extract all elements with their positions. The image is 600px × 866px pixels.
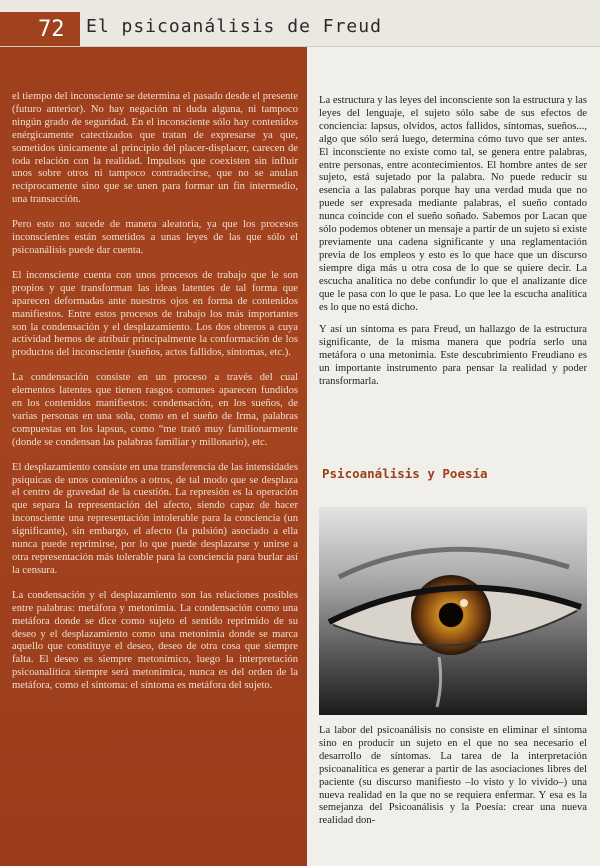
right-paragraph: La estructura y las leyes del inconsciente son la estructura y las leyes del lenguaje, el sujeto sólo sabe de sus efectos de conciencia: lapsus, olvidos, actos fallidos, síntomas, sueños..., algo que sólo será luego, determina cómo tuvo que ser antes. El inconsciente no existe como tal, se genera entre palabras, entre personas, entre acontecimientos. El hombre antes de ser sujeto, está sujetado por la palabra. No puede reducir su esencia a las palabras porque hay una verdad muda que no puede ser expresada mediante palabras, el sueño contado nunca coincide con el sueño soñado. Sabemos por Lacan que sólo podemos obtener un mensaje a partir de un sujeto si existe previamente una cadena significante y una reglamentación previa de los empleos y esto es lo que hace que un discurso siempre diga más u otra cosa de lo que se quiere decir. La escucha analítica no debe confundir lo que el analizante dice que le pasa con lo que le pasa. Lo que lee la escucha analítica es lo que no está dicho. — [319, 95, 587, 313]
left-text-column — [12, 91, 298, 705]
eye-photo — [319, 507, 587, 715]
right-paragraph: La labor del psicoanálisis no consiste en eliminar el síntoma sino en producir un sujeto en el que no sea necesario el desarrollo de síntomas. La tarea de la interpretación psicoanalítica es generar a partir de las asociaciones libres del paciente (su discurso manifiesto –lo visto y lo vivido–) una nueva realidad en la que no se requiera enfermar. Y esa es la semejanza del Psicoanálisis y la Poesía: crear una nueva realidad don- — [319, 725, 587, 827]
page-title: El psicoanálisis de Freud — [86, 16, 382, 37]
page-number: 72 — [0, 12, 80, 47]
left-paragraph: Pero esto no sucede de manera aleatoria, ya que los procesos inconscientes están sometidos a unas leyes de las que sólo el psicoanálisis puede dar cuenta. — [12, 219, 298, 256]
right-paragraph: Y así un síntoma es para Freud, un hallazgo de la estructura significante, de la misma manera que podría serlo una metáfora o una metonimia. Este descubrimiento Freudiano es un importante instrumento para pensar la realidad y poder transformarla. — [319, 324, 587, 388]
left-paragraph: La condensación consiste en un proceso a través del cual elementos latentes que tienen rasgos comunes aparecen fundidos en los contenidos manifiestos: condensación, en los sueños, de varias personas en una sola, como en el sueño de Irma, palabras compuestas en los lapsus, como “me trató muy familionarmente (donde se condensan las palabras familiar y millonario), etc. — [12, 372, 298, 448]
left-paragraph: La condensación y el desplazamiento son las relaciones posibles entre palabras: metáfora y metonimia. La condensación como una metáfora donde se dice como sujeto el sentido reprimido de su deseo y el desplazamiento como una metonimia donde se marca aquello que constituye el deseo, deseo de otra cosa que siempre falta. El deseo es siempre metonímico, luego la interpretación psicoanalítica siempre será metonímica, nunca es del orden de la metáfora, como el síntoma: el síntoma es metáfora del sujeto. — [12, 589, 298, 692]
left-paragraph: El desplazamiento consiste en una transferencia de las intensidades psíquicas de unos contenidos a otros, de tal modo que se desplaza el centro de gravedad de la cuestión. La represión es la operación que separa la representación del afecto, siendo capaz de hacer inconsciente una representación intolerable para la conciencia (un significante), sin embargo, el afecto (la pulsión) asociado a ella nunca puede reprimirse, por lo que puede desplazarse y unirse a otra representación más tolerable para la conciencia para burlar así la censura. — [12, 461, 298, 576]
eye-illustration — [319, 507, 587, 715]
right-text-column — [319, 95, 587, 399]
right-bottom-text — [319, 725, 587, 828]
left-paragraph: el tiempo del inconsciente se determina el pasado desde el presente (futuro anterior). No hay negación ni duda alguna, ni tampoco ningún grado de seguridad. En el inconsciente sólo hay contenidos enérgicamente catectizados que tratan de expresarse ya que, sometidos únicamente al principio del placer-displacer, carecen de toda relación con la realidad. Impulsos que coexisten sin influir unos sobre otros ni tampoco contradecirse, que no se anulan recíprocamente sino que se unen para formar un fin intermedio, una transacción. — [12, 91, 298, 206]
left-paragraph: El inconsciente cuenta con unos procesos de trabajo que le son propios y que transforman las ideas latentes de tal forma que aparecen deformadas ante nuestros ojos en forma de contenidos manifiestos. Entre estos procesos de trabajo los más importantes son la condensación y el desplazamiento. Los dos obreros a cuya actividad hemos de atribuir principalmente la conformación de los productos del inconsciente (sueños, actos fallidos, síntomas, etc.). — [12, 269, 298, 359]
section-heading: Psicoanálisis y Poesía — [322, 466, 488, 481]
